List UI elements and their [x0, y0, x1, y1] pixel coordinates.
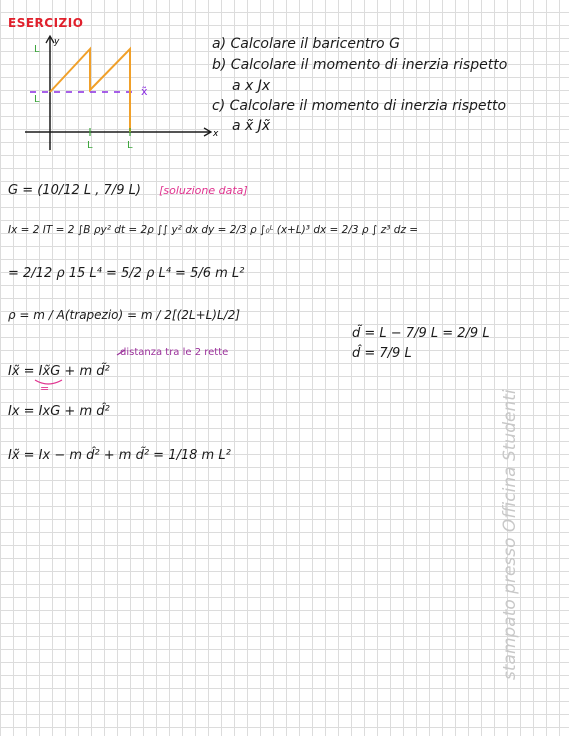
d-tilde-line: d̃ = L − 7/9 L = 2/9 L	[352, 326, 490, 341]
sawtooth-profile	[50, 49, 130, 132]
ix-integral-line: Ix = 2 IT = 2 ∫B ρy² dt = 2ρ ∫∫ y² dx dy = 2/3 ρ ∫₀ᴸ (x+L)³ dx = 2/3 ρ ∫ z³ dz =	[8, 224, 419, 236]
task-a: a) Calcolare il baricentro G	[212, 36, 400, 52]
x-axis-label: x	[213, 129, 219, 139]
rho-line: ρ = m / A(trapezio) = m / 2[(2L+L)L/2]	[8, 308, 241, 322]
task-c-cont: a x̃ Jx̃	[232, 118, 271, 134]
baricentro-formula: G = (10/12 L , 7/9 L)	[8, 183, 141, 198]
x-mark-2: L	[127, 140, 133, 151]
y-mark-mid: L	[34, 94, 40, 105]
distance-note: distanza tra le 2 rette	[120, 347, 229, 358]
watermark: stampato presso Officina Studenti	[500, 389, 520, 680]
ix-result-line: = 2/12 ρ 15 L⁴ = 5/2 ρ L⁴ = 5/6 m L²	[8, 266, 245, 281]
sawtooth-figure	[20, 32, 230, 152]
task-c: c) Calcolare il momento di inerzia rispetto	[212, 98, 507, 114]
d-hat-line: d̂ = 7/9 L	[352, 346, 412, 361]
ix-tilde-eq1: Ix̃ = Ix̃G + m d̃²	[8, 364, 110, 379]
x-tilde-label: x̃	[141, 85, 148, 98]
equals-mark: =	[40, 382, 50, 395]
task-b: b) Calcolare il momento di inerzia rispetto	[212, 57, 508, 73]
y-axis-label: y	[54, 37, 60, 47]
ix-tilde-final: Ix̃ = Ix − m d̂² + m d̃² = 1/18 m L²	[8, 448, 231, 463]
task-b-cont: a x Jx	[232, 78, 271, 94]
ix-eq2: Ix = IxG + m d̂²	[8, 404, 110, 419]
exercise-title: ESERCIZIO	[8, 16, 84, 30]
y-mark-top: L	[34, 44, 40, 55]
baricentro-note: [soluzione data]	[159, 184, 248, 197]
x-mark-1: L	[87, 140, 93, 151]
baricentro-line	[8, 183, 248, 198]
